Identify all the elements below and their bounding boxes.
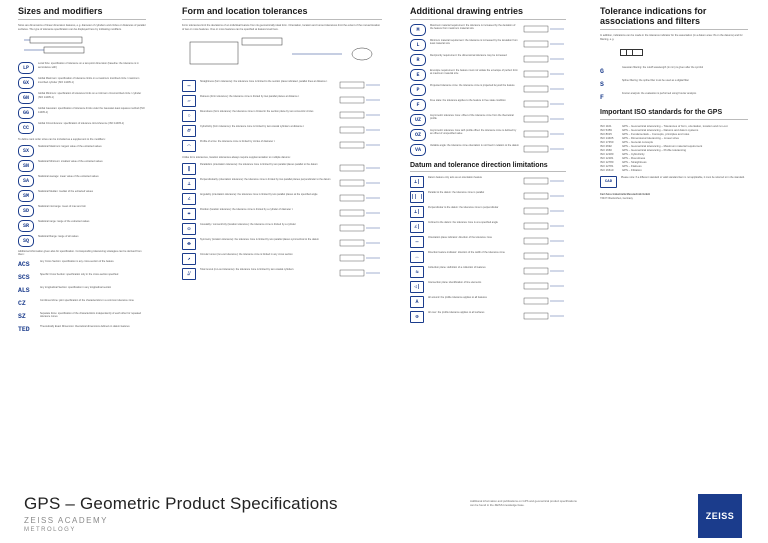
rank-modifier-list: [18, 145, 146, 247]
datum-text: Intersection plane: identification of line elements: [428, 281, 482, 284]
tolerance-diagram: [338, 253, 382, 264]
filter-list: [600, 66, 748, 102]
sizes-intro: Sizes are dimensions of linear dimension features, e.g. diameter of cylinders and circles or distances of parallel surfaces. The type of tolerance specification can be displayed here by indicating modifiers.: [18, 24, 146, 31]
size-example-diagram: [24, 34, 134, 58]
iso-description: GPS – Geometrical tolerancing – Tolerances of form, orientation, location and run-out: [622, 124, 728, 129]
additional-entry-item: [410, 54, 566, 66]
rank-modifier-item: [18, 175, 146, 187]
iso-description: GPS – Roundness: [622, 156, 646, 161]
cad-note-text: Please note: If a different standard or valid standard item is not applicable, it must be referred to in the standard.: [621, 176, 745, 180]
datum-symbol: ∠|: [410, 221, 424, 233]
entry-symbol: M: [410, 24, 426, 36]
tolerance-frame: [620, 49, 643, 56]
tolerance-diagram: [338, 208, 382, 219]
datum-text: Parallel to the datum: the tolerance zone is parallel: [428, 191, 485, 194]
tolerance-text: Total runout (run-out tolerance): the tolerance zone is limited by two coaxial cylinders: [200, 267, 294, 271]
datum-symbol: ⊥|: [410, 206, 424, 218]
form-title: Form and location tolerances: [182, 6, 382, 20]
iso-title: Important ISO standards for the GPS: [600, 108, 748, 120]
entry-text: Variable angle: the tolerance zone orientation is not fixed in relation to the datum: [430, 144, 519, 147]
additional-title: Additional drawing entries: [410, 6, 566, 20]
location-tolerance-list: [182, 163, 382, 280]
datum-symbol: —: [410, 236, 424, 248]
strategy-modifier-item: [18, 260, 146, 270]
form-tolerance-item: [182, 80, 382, 92]
iso-standard-list: [600, 124, 748, 172]
strategy-modifier-item: [18, 286, 146, 296]
location-tolerance-item: [182, 208, 382, 220]
modifier-text: Statistical Minimum: smallest value of the extracted values: [38, 159, 103, 163]
filter-symbol: G: [600, 67, 604, 75]
iso-code: ISO 1101: [600, 124, 612, 129]
tolerance-symbol: ⌒: [182, 140, 196, 152]
datum-text: Orientation plane indicator: direction of the tolerance zone: [428, 236, 493, 239]
datum-limitation-item: [410, 236, 566, 248]
datum-text: Collection plane: definition of a collection of features: [428, 266, 486, 269]
modifier-symbol: LP: [18, 62, 34, 74]
tolerance-diagram: [338, 125, 382, 136]
tolerance-diagram: [522, 221, 566, 232]
rank-modifier-item: [18, 160, 146, 172]
modifier-symbol: ALS: [18, 287, 30, 295]
size-modifier-item: [18, 92, 146, 104]
iso-code: ISO 12180: [600, 152, 614, 157]
tolerance-diagram: [338, 80, 382, 91]
modifier-symbol: CZ: [18, 300, 26, 308]
location-tolerance-item: [182, 193, 382, 205]
datum-limitations-list: [410, 176, 566, 323]
tolerance-diagram: [338, 178, 382, 189]
tolerance-title: [600, 6, 748, 30]
filter-item: [600, 66, 748, 76]
page-title: GPS – Geometric Product Specifications: [24, 494, 338, 513]
tolerance-text: Parallelism (orientation tolerance): the tolerance zone is limited by two parallel planes parallel to the datum: [200, 162, 318, 166]
tolerance-symbol: ⌯: [182, 238, 196, 250]
tolerance-diagram: [522, 266, 566, 277]
datum-limitation-item: [410, 311, 566, 323]
tolerance-diagram: [522, 99, 566, 110]
datum-symbol: ⊕: [410, 311, 424, 323]
additional-entry-item: [410, 24, 566, 36]
additional-entries-list: [410, 24, 566, 156]
form-tolerance-item: [182, 140, 382, 152]
additional-entry-item: [410, 99, 566, 111]
datum-limitation-item: [410, 281, 566, 293]
tolerance-text: Position (location tolerance): the tolerance zone is limited by a cylinder of diameter t: [200, 207, 293, 211]
size-modifier-item: [18, 122, 146, 134]
form-tolerance-item: [182, 95, 382, 107]
filter-text: Gaussian filtering: the cutoff wavelength (in mm) is given after the symbol: [622, 66, 704, 70]
modifier-symbol: ACS: [18, 261, 30, 269]
modifier-symbol: GN: [18, 92, 34, 104]
datum-text: Perpendicular to the datum: the tolerance zone is perpendicular: [428, 206, 499, 209]
modifier-text: Any Cross Section: specification is any cross-section of the feature: [40, 259, 114, 263]
tolerance-diagram: [522, 69, 566, 80]
iso-code: ISO 12181: [600, 156, 614, 161]
size-modifier-item: [18, 62, 146, 74]
modifier-text: Specific Cross Section: specification only in the cross-section specified: [40, 272, 119, 276]
tolerance-title-text: Tolerance indications for associations and filters: [600, 6, 707, 26]
location-tolerance-item: [182, 238, 382, 250]
modifier-text: Statistical mid-range: mean of max and min: [38, 204, 87, 208]
modifier-symbol: GX: [18, 77, 34, 89]
additional-entry-item: [410, 39, 566, 51]
modifier-text: Global Maximum: specification of tolerance limits on a maximum inscribed circle / maximum inscribed cylinder (ISO 14405-1): [38, 77, 140, 84]
additional-column: [410, 6, 566, 326]
strategy-note: Additional information given also for specification. Corresponding tolerancing strategies can be derived from them:: [18, 249, 142, 257]
modifier-symbol: SCS: [18, 274, 30, 282]
entry-text: Asymmetric tolerance zone: offset of the tolerance zone from the theoretical profile: [430, 114, 514, 121]
tolerance-diagram: [338, 110, 382, 121]
tolerance-diagram: [522, 54, 566, 65]
modifier-text: Statistical average: mean value of the extracted values: [38, 174, 99, 178]
additional-entry-item: [410, 69, 566, 81]
iso-code: ISO 8015: [600, 132, 612, 137]
datum-symbol: A: [410, 296, 424, 308]
entry-text: Envelope requirement: the feature must not violate the envelope of perfect form at maximum material size: [430, 69, 518, 76]
location-tolerance-item: [182, 223, 382, 235]
modifier-symbol: GG: [18, 107, 34, 119]
form-column: [182, 6, 382, 283]
tolerance-diagram: [522, 39, 566, 50]
datum-limitation-item: [410, 251, 566, 263]
additional-entry-item: [410, 129, 566, 141]
entry-symbol: UZ: [410, 114, 426, 126]
iso-description: GPS – General concepts: [622, 140, 653, 145]
filter-symbol: S: [600, 80, 604, 88]
entry-symbol: P: [410, 84, 426, 96]
iso-code: ISO 12781: [600, 164, 614, 169]
modifier-text: Any longitudinal Section: specification in any longitudinal section: [40, 285, 112, 289]
tolerance-diagram: [338, 268, 382, 279]
iso-description: GPS – Fundamentals – Concepts, principles and rules: [622, 132, 690, 137]
tolerance-text: Coaxiality / concentricity (location tolerance): the tolerance zone is limited by a cylinder: [200, 222, 296, 226]
modifier-text: Statistical Median: median of the extracted values: [38, 189, 94, 193]
modifier-symbol: SX: [18, 145, 34, 157]
iso-description: GPS – Straightness: [622, 160, 647, 165]
footer-note: Additional information and publications on GPS and geometrical product specifications can be found in the ZEISS knowledge base.: [470, 499, 577, 507]
tolerance-symbol: ∥: [182, 163, 196, 175]
strategy-modifier-item: [18, 312, 146, 322]
sizes-modifier-list: [18, 62, 146, 134]
tolerance-diagram: [338, 238, 382, 249]
iso-description: GPS – Flatness: [622, 164, 642, 169]
size-modifier-item: [18, 107, 146, 119]
datum-symbol: ⊥|: [410, 176, 424, 188]
entry-text: Asymmetric tolerance zone with profile offset: the tolerance zone is defined by an offset of unspecified value: [430, 129, 517, 136]
additional-entry-item: [410, 114, 566, 126]
datum-limitation-item: [410, 176, 566, 188]
sizes-title: Sizes and modifiers: [18, 6, 146, 20]
tolerance-diagram: [522, 311, 566, 322]
tolerance-diagram: [522, 114, 566, 125]
datum-text: Direction feature indicator: direction of the width of the tolerance zone: [428, 251, 505, 254]
iso-code: ISO 2692: [600, 144, 612, 149]
tolerance-text: Angularity (orientation tolerance): the tolerance zone is limited by two parallel planes at the specified angle: [200, 192, 318, 196]
modifier-symbol: SA: [18, 175, 34, 187]
modifier-symbol: SZ: [18, 313, 26, 321]
datum-text: All over: the profile tolerance applies to all surfaces: [428, 311, 485, 314]
rank-modifier-item: [18, 190, 146, 202]
tolerance-symbol: —: [182, 80, 196, 92]
entry-symbol: F: [410, 99, 426, 111]
modifier-text: Separate Zone: specification of the characteristics independently of each other for repeated tolerance zones: [40, 311, 142, 319]
rank-modifier-item: [18, 145, 146, 157]
tolerance-text: Roundness (form tolerance): the tolerance zone is limited in the section plane by two concentric circles: [200, 110, 314, 114]
filter-text: Spline filtering: the spline filter must be used as a digital filter: [622, 79, 689, 83]
entry-text: Reciprocity requirement: the dimensional tolerance may be increased: [430, 54, 507, 57]
datum-limitation-item: [410, 221, 566, 233]
tolerance-text: Profile of a line: the tolerance zone is limited by circles of diameter t: [200, 140, 275, 144]
strategy-modifier-item: [18, 299, 146, 309]
tolerance-text: Straightness (form tolerance): the tolerance zone is limited to the section plane indicated, parallel lines at distance t: [200, 80, 328, 84]
entry-text: Free state: the tolerance applies to the feature in free state condition: [430, 99, 506, 102]
tolerance-symbol: ◎: [182, 223, 196, 235]
iso-code: ISO 17450: [600, 140, 614, 145]
tolerance-symbol: ∠: [182, 193, 196, 205]
datum-text: Inclined to the datum: the tolerance zone is at a specified angle: [428, 221, 498, 224]
location-tolerance-item: [182, 178, 382, 190]
location-note: Unlike form tolerances, location tolerances always require supplementation to multiple datums:: [182, 156, 291, 160]
tolerance-diagram: [338, 193, 382, 204]
tolerance-text: Cylindricity (form tolerance): the tolerance zone is limited by two coaxial cylinders at distance t: [200, 125, 304, 129]
iso-code: ISO 5459: [600, 128, 612, 133]
iso-description: GPS – Geometrical tolerancing – Datums and datum systems: [622, 128, 699, 133]
tolerance-symbol: ⌰: [182, 268, 196, 280]
datum-limitation-item: [410, 296, 566, 308]
form-tolerance-item: [182, 125, 382, 137]
tolerance-symbol: ○: [182, 110, 196, 122]
iso-description: GPS – Filtration: [622, 168, 642, 173]
tolerance-diagram: [522, 236, 566, 247]
datum-title: Datum and tolerance direction limitations: [410, 162, 566, 172]
iso-description: GPS – Cylindricity: [622, 152, 645, 157]
sizes-example-frame: [24, 34, 146, 58]
contact-block: [600, 193, 748, 200]
tolerance-diagram: [338, 140, 382, 151]
modifier-text: Statistical range: range of the extracted values: [38, 219, 90, 223]
contact-address: 73447 Oberkochen, Germany: [600, 196, 633, 200]
modifier-symbol: SD: [18, 205, 34, 217]
rank-modifier-item: [18, 235, 146, 247]
datum-symbol: || |: [410, 191, 424, 203]
tolerance-diagram: [522, 296, 566, 307]
modifier-text: Theoretically Exact Dimension: theoretical dimensions defined on datum features: [40, 324, 130, 328]
tolerance-text: Flatness (form tolerance): the tolerance zone is limited by two parallel planes at distance t: [200, 95, 300, 99]
tolerance-diagram: [522, 176, 566, 187]
tolerance-diagram: [338, 223, 382, 234]
modifier-text: Local Size: specification of tolerance on a two-point dimension (baseline: the tolerance is in accordance with): [38, 62, 139, 69]
iso-code: ISO 14405: [600, 136, 614, 141]
contact-company: Carl Zeiss Industrielle Messtechnik GmbH: [600, 193, 650, 197]
rank-modifier-item: [18, 220, 146, 232]
modifier-text: Combined Zone: joint specification of the characteristics in a common tolerance zone: [40, 298, 134, 302]
zeiss-logo-text: ZEISS: [705, 511, 735, 521]
tolerance-text: Circular runout (run-out tolerance): the tolerance zone is limited in any cross section: [200, 252, 293, 256]
entry-text: Maximum material requirement: the tolerance is increased by the deviation of the feature from maximum material size: [430, 24, 516, 31]
tolerance-diagram: [522, 84, 566, 95]
filter-text: Fourier analysis: the evaluation is performed using Fourier analysis: [622, 92, 697, 96]
datum-limitation-item: [410, 206, 566, 218]
modifier-symbol: SN: [18, 160, 34, 172]
tolerance-diagram: [338, 163, 382, 174]
filter-item: [600, 79, 748, 89]
tolerance-text: Symmetry (location tolerance): the tolerance zone is limited by two parallel planes symmetrical to the datum: [200, 237, 319, 241]
iso-code: ISO 12780: [600, 160, 614, 165]
tolerance-symbol: ▱: [182, 95, 196, 107]
entry-symbol: R: [410, 54, 426, 66]
form-tolerance-list: [182, 80, 382, 152]
academy-label: ZEISS ACADEMY: [24, 516, 108, 525]
strategy-modifier-item: [18, 273, 146, 283]
modifier-text: Global Circumference: specification of tolerance circumference (ISO 14405-1): [38, 122, 125, 126]
tolerance-symbol: ⌭: [182, 125, 196, 137]
modifier-symbol: SR: [18, 220, 34, 232]
modifier-text: Global Gaussian: specification of tolerance limits under the Gaussian least squares method (ISO 14405-1): [38, 107, 145, 114]
modifier-text: Global Minimum: specification of tolerance limits on a minimum circumscribed circle / cylinder (ISO 14405-1): [38, 92, 142, 99]
iso-code: ISO 16610: [600, 168, 614, 173]
form-example-diagram: [182, 34, 382, 76]
modifier-symbol: SQ: [18, 235, 34, 247]
iso-code: ISO 1660: [600, 148, 612, 153]
modifier-symbol: SM: [18, 190, 34, 202]
datum-limitation-item: [410, 191, 566, 203]
datum-symbol: ◁|: [410, 281, 424, 293]
iso-description: GPS – Geometrical tolerancing – Maximum material requirement: [622, 144, 703, 149]
cad-symbol: CAD: [600, 176, 617, 188]
tolerance-diagram: [522, 206, 566, 217]
datum-limitation-item: [410, 266, 566, 278]
tolerance-text: Perpendicularity (orientation tolerance): the tolerance zone is limited by two parallel planes perpendicular to the datum: [200, 177, 331, 181]
datum-symbol: ⇋: [410, 266, 424, 278]
entry-symbol: VA: [410, 144, 426, 156]
additional-entry-item: [410, 144, 566, 156]
tolerance-symbol: ⟂: [182, 178, 196, 190]
rank-modifier-item: [18, 205, 146, 217]
entry-symbol: E: [410, 69, 426, 81]
datum-text: All around: the profile tolerance applies to all features: [428, 296, 487, 299]
rank-note: To define rank order sizes can be included as a supplement to the modifiers:: [18, 138, 106, 142]
tolerance-diagram: [522, 144, 566, 155]
entry-symbol: L: [410, 39, 426, 51]
tolerance-diagram: [522, 251, 566, 262]
filter-symbol: F: [600, 93, 604, 101]
size-modifier-item: [18, 77, 146, 89]
modifier-text: Statistical Maximum: largest value of the extracted values: [38, 144, 102, 148]
metrology-label: METROLOGY: [24, 527, 76, 533]
tolerance-frame-example: [620, 44, 748, 62]
tolerance-diagram: [338, 95, 382, 106]
tolerance-column: [600, 6, 748, 200]
datum-text: Datum feature only acts as an orientation feature: [428, 176, 483, 179]
cad-note: [600, 176, 748, 188]
location-tolerance-item: [182, 253, 382, 265]
location-tolerance-item: [182, 163, 382, 175]
additional-entry-item: [410, 84, 566, 96]
entry-text: Minimum material requirement: the tolerance is increased by the deviation from least material size: [430, 39, 518, 46]
tolerance-diagram: [522, 191, 566, 202]
modifier-text: Statistical Range: range of all values: [38, 234, 79, 238]
tolerance-symbol: ↗: [182, 253, 196, 265]
entry-symbol: OZ: [410, 129, 426, 141]
tolerance-symbol: ⌖: [182, 208, 196, 220]
modifier-symbol: TED: [18, 326, 30, 334]
strategy-modifier-list: [18, 260, 146, 335]
location-tolerance-item: [182, 268, 382, 280]
iso-description: GPS – Geometrical tolerancing – Profile tolerancing: [622, 148, 687, 153]
entry-text: Projected tolerance zone: the tolerance zone is projected beyond the feature: [430, 84, 515, 87]
tolerance-diagram: [522, 129, 566, 140]
tolerance-diagram: [522, 24, 566, 35]
form-tolerance-item: [182, 110, 382, 122]
tolerance-diagram: [522, 281, 566, 292]
sizes-column: [18, 6, 146, 338]
datum-symbol: ↔: [410, 251, 424, 263]
zeiss-logo: [698, 494, 742, 538]
strategy-modifier-item: [18, 325, 146, 335]
form-intro: Form tolerances limit the deviations of an individual feature from its geometrically ideal form. Orientation, location and runout tolerances limit the extent of the mutual location of two or more features. One or more features can be specified at feature level here.: [182, 24, 381, 31]
filter-item: [600, 92, 748, 102]
iso-description: GPS – Dimensional tolerancing – Linear sizes: [622, 136, 679, 141]
iso-standard-row: [600, 168, 748, 172]
tolerance-intro: In addition, indications can be made in the tolerance indicator for the association (in a datum area: IN on the datums) and for filtering, e.g.: [600, 34, 743, 41]
modifier-symbol: CC: [18, 122, 34, 134]
